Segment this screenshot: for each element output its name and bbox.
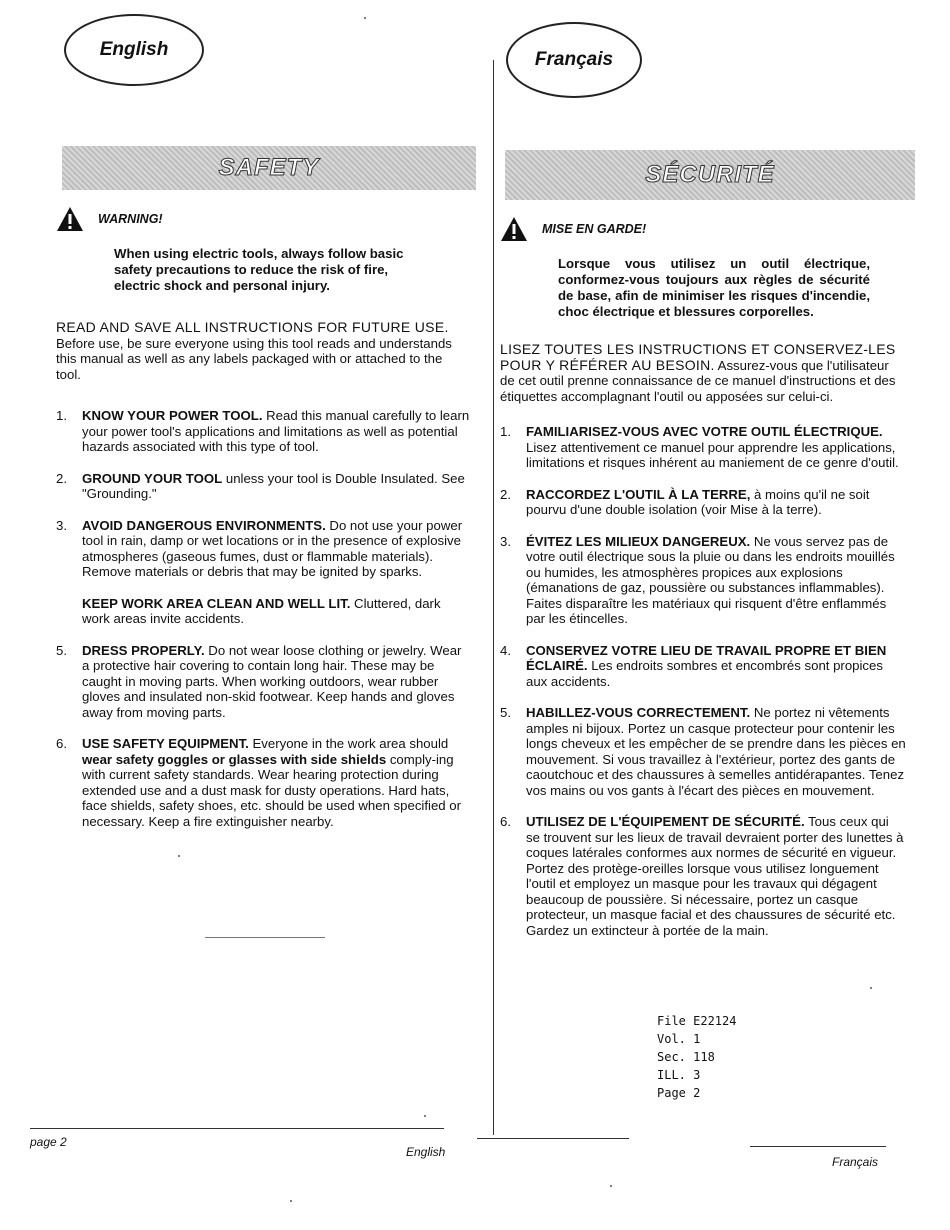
item-number: 5. bbox=[500, 705, 511, 720]
list-item bbox=[56, 736, 470, 829]
item-emphasis: wear safety goggles or glasses with side shields bbox=[82, 751, 387, 767]
intro-paragraph bbox=[56, 320, 470, 382]
lang-label: English bbox=[99, 39, 169, 60]
list-item bbox=[500, 814, 906, 938]
item-heading: CONSERVEZ VOTRE LIEU DE TRAVAIL PROPRE ET BIEN ÉCLAIRÉ. bbox=[526, 642, 887, 673]
footer-rule bbox=[30, 1128, 444, 1129]
intro-caps: LISEZ TOUTES LES INSTRUCTIONS ET CONSERVEZ-LES POUR Y RÉFÉRER AU BESOIN. bbox=[500, 341, 896, 373]
lang-badge-english bbox=[64, 14, 204, 86]
item-text: à moins qu'il ne soit pourvu d'une double isolation (voir Mise à la terre). bbox=[526, 486, 870, 517]
item-number: 1. bbox=[500, 424, 511, 439]
footer-page-number: page 2 bbox=[30, 1135, 67, 1149]
item-number: 3. bbox=[56, 517, 67, 533]
item-heading: USE SAFETY EQUIPMENT. bbox=[82, 736, 249, 751]
item-number: 6. bbox=[56, 736, 67, 751]
footer-rule bbox=[477, 1138, 629, 1139]
intro-caps: READ AND SAVE ALL INSTRUCTIONS FOR FUTURE USE. bbox=[56, 319, 449, 335]
item-text: Ne portez ni vêtements amples ni bijoux. Portez un casque protecteur pour contenir les longs cheveux et les empêcher de se prendre dans les pièces en mouvement. Si vous travaillez à l'extérieur, portez des gants de caoutchouc et des chaussures à semelles antidérapantes. Tenez vos mains ou vos gants à l'écart des pièces en mouvement. bbox=[526, 705, 906, 798]
file-stamp bbox=[657, 1012, 736, 1102]
list-item bbox=[56, 408, 470, 455]
item-text: Tous ceux qui se trouvent sur les lieux de travail devraient porter des lunettes à coques latérales conformes aux normes de sécurité en vigueur. Portez des protège-oreilles lorsque vous utilisez longuement l'outil et employez un masque pour les travaux qui dégagent beaucoup de poussière. Si nécessaire, portez un casque protecteur, un masque facial et des chaussures de sécurité etc. Gardez un extincteur à portée de la main. bbox=[526, 814, 904, 938]
list-item bbox=[500, 534, 906, 627]
item-text: comply-ing with current safety standards. Wear hearing protection during extended use and a dust mask for dusty operations. Hard hats, face shields, safety shoes, etc. should be used when specified or necessary. Keep a fire extinguisher nearby. bbox=[82, 751, 461, 829]
list-item bbox=[56, 471, 470, 502]
banner-title: SÉCURITÉ bbox=[645, 161, 775, 188]
warning-body: Lorsque vous utilisez un outil électrique, conformez-vous toujours aux règles de sécurité de base, afin de minimiser les risques d'incendie, choc électrique et blessures corporelles. bbox=[558, 256, 870, 319]
footer-lang-french: Français bbox=[832, 1155, 879, 1169]
scan-speck bbox=[364, 17, 366, 19]
intro-paragraph bbox=[500, 342, 906, 404]
warning-header bbox=[500, 216, 906, 242]
item-heading: ÉVITEZ LES MILIEUX DANGEREUX. bbox=[526, 533, 751, 549]
item-heading: KEEP WORK AREA CLEAN AND WELL LIT. bbox=[82, 595, 351, 611]
item-number: 2. bbox=[500, 486, 511, 502]
file-line: Page 2 bbox=[657, 1086, 701, 1100]
list-item bbox=[500, 487, 906, 518]
list-item bbox=[500, 705, 906, 798]
banner-title: SAFETY bbox=[218, 154, 320, 181]
item-heading: GROUND YOUR TOOL bbox=[82, 470, 223, 486]
item-text: Read this manual carefully to learn your power tool's applications and limitations as well as potential hazards associated with this type of tool. bbox=[82, 408, 470, 454]
item-text: Do not use your power tool in rain, damp or wet locations or in the presence of explosive atmospheres (gaseous fumes, dust or flammable materials). Remove materials or debris that may be ignited by sparks. bbox=[82, 517, 463, 579]
securite-banner bbox=[505, 150, 915, 200]
item-heading: RACCORDEZ L'OUTIL À LA TERRE, bbox=[526, 486, 751, 502]
item-heading: UTILISEZ DE L'ÉQUIPEMENT DE SÉCURITÉ. bbox=[526, 814, 805, 829]
item-number: 1. bbox=[56, 408, 67, 423]
scan-speck bbox=[610, 1185, 612, 1187]
lang-badge-french bbox=[506, 22, 642, 98]
lang-label: Français bbox=[534, 49, 614, 70]
english-column bbox=[56, 206, 470, 829]
intro-text: Assurez-vous que l'utilisateur de cet outil prenne connaissance de ce manuel d'instructions et des étiquettes accomplagnant l'outil ou apposées sur celui-ci. bbox=[500, 357, 896, 404]
list-item bbox=[56, 643, 470, 721]
item-heading: AVOID DANGEROUS ENVIRONMENTS. bbox=[82, 517, 326, 533]
item-text: unless your tool is Double Insulated. See "Grounding." bbox=[82, 470, 465, 501]
list-item bbox=[500, 643, 906, 690]
list-item bbox=[82, 596, 470, 627]
warning-triangle-icon bbox=[500, 216, 528, 242]
file-line: Vol. 1 bbox=[657, 1032, 701, 1046]
intro-text: Before use, be sure everyone using this tool reads and understands this manual as well as any labels packaged with or attached to the tool. bbox=[56, 335, 452, 382]
item-text: Ne vous servez pas de votre outil électrique sous la pluie ou dans les endroits mouillés ou humides, les atmosphères propices aux explosions (émanations de gaz, poussière ou substances inflammables). Faites disparaître les matériaux qui risquent d'être enflammés par les étincelles. bbox=[526, 533, 895, 626]
scan-speck bbox=[178, 855, 180, 857]
column-divider bbox=[493, 60, 494, 1135]
file-line: File E22124 bbox=[657, 1014, 737, 1028]
item-number: 5. bbox=[56, 642, 67, 658]
warning-header bbox=[56, 206, 470, 232]
warning-title: MISE EN GARDE! bbox=[542, 222, 647, 236]
warning-body: When using electric tools, always follow basic safety precautions to reduce the risk of fire, electric shock and personal injury. bbox=[114, 246, 404, 293]
french-column bbox=[500, 216, 906, 938]
file-line: ILL. 3 bbox=[657, 1068, 701, 1082]
warning-title: WARNING! bbox=[98, 212, 163, 226]
item-number: 4. bbox=[500, 642, 511, 658]
footer-rule bbox=[750, 1146, 886, 1147]
item-text: Les endroits sombres et encombrés sont propices aux accidents. bbox=[526, 658, 883, 689]
scan-mark bbox=[205, 937, 325, 938]
warning-triangle-icon bbox=[56, 206, 84, 232]
item-heading: FAMILIARISEZ-VOUS AVEC VOTRE OUTIL ÉLECTRIQUE. bbox=[526, 424, 883, 439]
item-text: Cluttered, dark work areas invite accidents. bbox=[82, 595, 441, 626]
item-heading: KNOW YOUR POWER TOOL. bbox=[82, 408, 263, 423]
item-number: 2. bbox=[56, 470, 67, 486]
item-number: 6. bbox=[500, 814, 511, 829]
footer-lang-english: English bbox=[406, 1145, 446, 1159]
item-text: Everyone in the work area should bbox=[248, 736, 449, 751]
safety-banner bbox=[62, 146, 476, 190]
list-item bbox=[500, 424, 906, 471]
scan-speck bbox=[290, 1200, 292, 1202]
list-item bbox=[56, 518, 470, 580]
scan-speck bbox=[424, 1115, 426, 1117]
item-text: Do not wear loose clothing or jewelry. Wear a protective hair covering to contain long hair. These may be caught in moving parts. When working outdoors, wear rubber gloves and insulated non-skid footwear. Keep hands and gloves away from moving parts. bbox=[82, 642, 462, 720]
file-line: Sec. 118 bbox=[657, 1050, 715, 1064]
item-heading: HABILLEZ-VOUS CORRECTEMENT. bbox=[526, 705, 751, 720]
item-heading: DRESS PROPERLY. bbox=[82, 642, 205, 658]
item-text: Lisez attentivement ce manuel pour apprendre les applications, limitations et risques inhérent au maniement de ce genre d'outil. bbox=[526, 439, 899, 470]
scan-speck bbox=[870, 987, 872, 989]
item-number: 3. bbox=[500, 533, 511, 549]
